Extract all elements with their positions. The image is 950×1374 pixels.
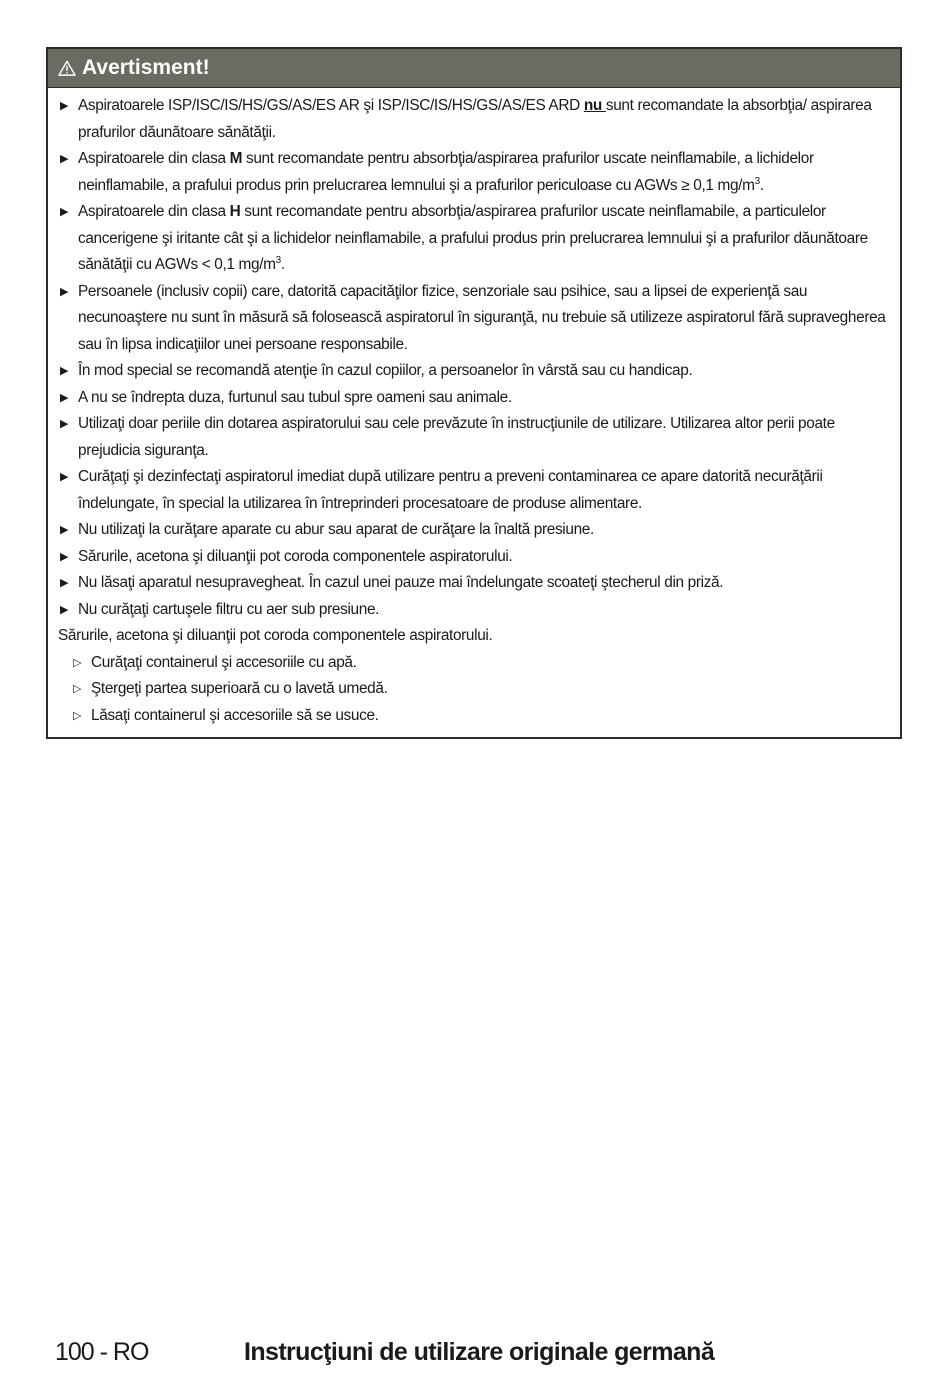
sub-list-item: ▷ Ştergeţi partea superioară cu o lavetă umedă. — [58, 676, 888, 703]
list-item: ▶ Nu curăţaţi cartuşele filtru cu aer sub presiune. — [58, 597, 888, 624]
list-item: ▶ Persoanele (inclusiv copii) care, datorită capacităţilor fizice, senzoriale sau psihice, sau a lipsei de experienţă sau necunoaştere nu sunt în măsură să folosească aspiratorul în siguranţă, nu trebuie să utilizeze aspiratorul fără supravegherea sau în lipsa indicaţiilor unei persoane responsabile. — [58, 279, 888, 359]
bullet-arrow-icon: ▶ — [60, 100, 69, 112]
warning-box — [46, 47, 902, 739]
bullet-arrow-icon: ▶ — [60, 603, 69, 616]
bullet-arrow-icon: ▶ — [60, 418, 69, 430]
warning-header — [48, 49, 900, 88]
page-number: 100 - RO — [55, 1338, 149, 1366]
list-item: ▶ În mod special se recomandă atenţie în cazul copiilor, a persoanelor în vârstă sau cu handicap. — [58, 358, 888, 385]
document-title: Instrucţiuni de utilizare originale germană — [244, 1338, 715, 1366]
warning-triangle-icon — [58, 60, 76, 76]
bullet-arrow-icon: ▶ — [60, 285, 69, 298]
list-item: ▶ A nu se îndrepta duza, furtunul sau tubul spre oameni sau animale. — [58, 385, 888, 412]
list-item: ▶ Utilizaţi doar periile din dotarea aspiratorului sau cele prevăzute în instrucţiunile de utilizare. Utilizarea altor perii poate prejudicia siguranţa. — [58, 411, 888, 464]
note-text: Sărurile, acetona şi diluanţii pot coroda componentele aspiratorului. — [58, 627, 493, 644]
list-item: ▶ Aspiratoarele ISP/ISC/IS/HS/GS/AS/ES AR şi ISP/ISC/IS/HS/GS/AS/ES ARD nu sunt recomandate la absorbţia/ aspirarea prafurilor dăunătoare sănătăţii. — [58, 93, 888, 146]
bullet-arrow-icon: ▶ — [60, 524, 69, 536]
bullet-arrow-icon: ▶ — [60, 550, 69, 563]
hollow-arrow-icon: ▷ — [73, 709, 82, 722]
warning-title: Avertisment! — [82, 56, 210, 79]
list-item: ▶ Aspiratoarele din clasa M sunt recomandate pentru absorbţia/aspirarea prafurilor uscate neinflamabile, a lichidelor neinflamabile, a prafului produs prin prelucrarea lemnului şi a prafurilor periculoase cu AGWs ≥ 0,1 $mg/m^3$. — [58, 146, 888, 199]
hollow-arrow-icon: ▷ — [73, 683, 82, 695]
page-footer — [55, 1334, 755, 1374]
hollow-arrow-icon: ▷ — [73, 656, 82, 669]
list-item: ▶ Aspiratoarele din clasa H sunt recomandate pentru absorbţia/aspirarea prafurilor uscate neinflamabile, a particulelor cancerigene şi iritante cât şi a lichidelor neinflamabile, a prafului produs prin prelucrarea lemnului şi a prafurilor dăunătoare sănătăţii cu AGWs < 0,1 $mg/m^3$. — [58, 199, 888, 279]
sub-list-item: ▷ Curăţaţi containerul şi accesoriile cu apă. — [58, 650, 888, 677]
bullet-arrow-icon: ▶ — [60, 153, 69, 165]
bullet-arrow-icon: ▶ — [60, 365, 69, 377]
bullet-arrow-icon: ▶ — [60, 471, 69, 483]
list-item: ▶ Curăţaţi şi dezinfectaţi aspiratorul imediat după utilizare pentru a preveni contaminarea ce apare datorită necurăţării îndelungate, în special la utilizarea în întreprinderi procesatoare de produse alimentare. — [58, 464, 888, 517]
list-item: ▶ Sărurile, acetona şi diluanţii pot coroda componentele aspiratorului. — [58, 544, 888, 571]
bullet-arrow-icon: ▶ — [60, 577, 69, 589]
sub-list-item: ▷ Lăsaţi containerul şi accesoriile să se usuce. — [58, 703, 888, 730]
list-item: ▶ Nu utilizaţi la curăţare aparate cu abur sau aparat de curăţare la înaltă presiune. — [58, 517, 888, 544]
warning-body — [48, 88, 900, 737]
list-item: ▶ Nu lăsaţi aparatul nesupravegheat. În cazul unei pauze mai îndelungate scoateţi ştecherul din priză. — [58, 570, 888, 597]
bullet-arrow-icon: ▶ — [60, 206, 69, 218]
bullet-arrow-icon: ▶ — [60, 391, 69, 404]
